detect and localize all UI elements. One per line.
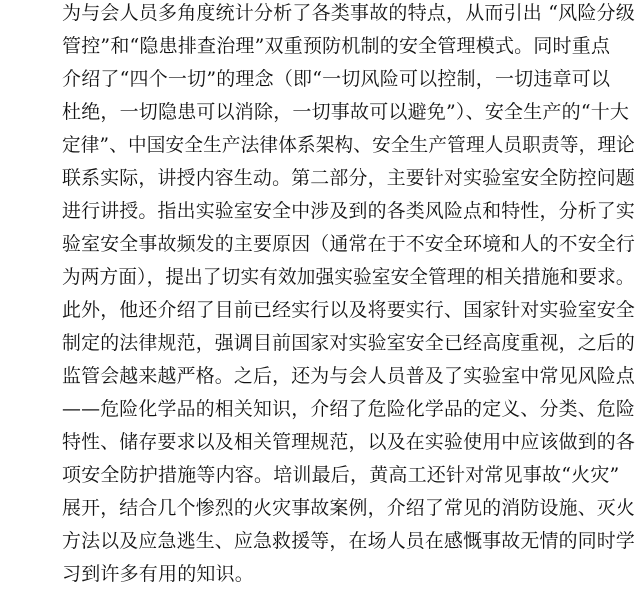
paragraph-line-8: 验室安全事故频发的主要原因（通常在于不安全环境和人的不安全行 [62,233,636,255]
paragraph-line-2: 管控”和“隐患排查治理”双重预防机制的安全管理模式。同时重点 [62,35,611,57]
paragraph-line-17: 方法以及应急逃生、应急救援等，在场人员在感慨事故无情的同时学 [62,530,636,552]
paragraph-line-18: 习到许多有用的知识。 [62,563,255,585]
paragraph-line-5: 定律”、中国安全生产法律体系架构、安全生产管理人员职责等，理论 [62,134,635,156]
paragraph-line-13: ——危险化学品的相关知识，介绍了危险化学品的定义、分类、危险 [62,398,636,420]
paragraph-line-11: 制定的法律规范，强调目前国家对实验室安全已经高度重视，之后的 [62,332,636,354]
paragraph-line-1: 为与会人员多角度统计分析了各类事故的特点，从而引出 “风险分级 [62,2,635,24]
paragraph-line-15: 项安全防护措施等内容。培训最后，黄高工还针对常见事故“火灾” [62,464,620,486]
paragraph-line-9: 为两方面），提出了切实有效加强实验室安全管理的相关措施和要求。 [62,266,635,288]
paragraph-line-3: 介绍了“四个一切”的理念（即“一切风险可以控制，一切违章可以 [62,68,611,90]
paragraph-line-6: 联系实际，讲授内容生动。第二部分，主要针对实验室安全防控问题 [62,167,636,189]
paragraph-line-7: 进行讲授。指出实验室安全中涉及到的各类风险点和特性，分析了实 [62,200,636,222]
paragraph-line-12: 监管会越来越严格。之后，还为与会人员普及了实验室中常见风险点 [62,365,636,387]
paragraph-line-10: 此外，他还介绍了目前已经实行以及将要实行、国家针对实验室安全 [62,299,636,321]
paragraph-line-16: 展开，结合几个惨烈的火灾事故案例，介绍了常见的消防设施、灭火 [62,497,636,519]
paragraph-line-4: 杜绝，一切隐患可以消除，一切事故可以避免”）、安全生产的“十大 [62,101,630,123]
paragraph-line-14: 特性、储存要求以及相关管理规范，以及在实验使用中应该做到的各 [62,431,636,453]
